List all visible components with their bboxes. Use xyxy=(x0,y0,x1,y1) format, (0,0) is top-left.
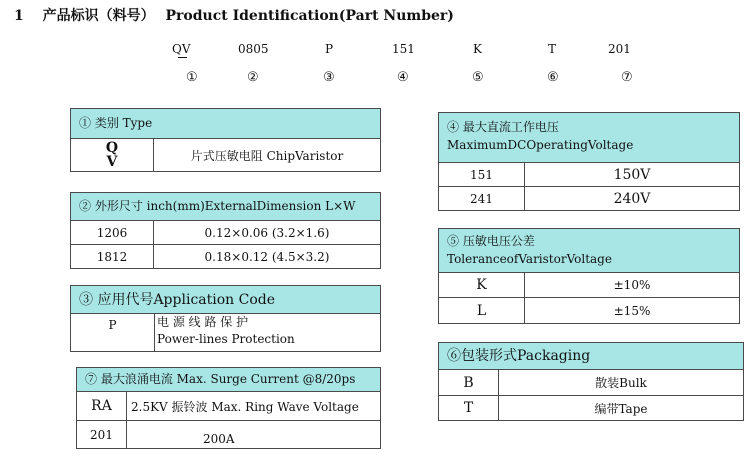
type-description: 片式压敏电阻 ChipVaristor xyxy=(190,148,344,163)
marker-4: ④ xyxy=(397,70,409,85)
voltage-header-en: MaximumDCOperatingVoltage xyxy=(447,138,634,152)
voltage-value: 240V xyxy=(613,190,651,207)
voltage-table-header xyxy=(439,113,739,163)
tolerance-table xyxy=(438,228,740,324)
application-description-cn: 电 源 线 路 保 护 xyxy=(157,315,249,329)
voltage-code: 241 xyxy=(439,187,525,210)
tolerance-code: L xyxy=(439,298,525,323)
code-underline xyxy=(178,57,187,58)
code-surge: 201 xyxy=(608,42,631,56)
dimension-code: 1812 xyxy=(71,245,154,268)
marker-1: ① xyxy=(186,70,198,85)
marker-2: ② xyxy=(247,70,259,85)
packaging-description: 编带Tape xyxy=(594,401,648,416)
surge-table-header: ⑦ 最大浪涌电流 Max. Surge Current @8/20ps xyxy=(77,368,380,392)
tolerance-value: ±10% xyxy=(613,278,651,292)
voltage-value: 150V xyxy=(613,166,651,183)
code-application: P xyxy=(325,42,334,56)
table-row xyxy=(439,187,739,210)
application-table xyxy=(70,285,381,352)
voltage-header-cn: ④ 最大直流工作电压 xyxy=(447,120,559,134)
title-english: Product Identification(Part Number) xyxy=(165,8,454,24)
code-size: 0805 xyxy=(238,42,269,56)
surge-code: 201 xyxy=(77,421,127,448)
section-number: 1 xyxy=(14,8,24,24)
code-packaging: T xyxy=(548,42,557,56)
voltage-code: 151 xyxy=(439,163,525,186)
surge-description: 2.5KV 振铃波 Max. Ring Wave Voltage xyxy=(131,399,359,414)
tolerance-header-cn: ⑤ 压敏电压公差 xyxy=(447,234,535,248)
marker-5: ⑤ xyxy=(472,70,484,85)
type-code: Q V xyxy=(71,139,154,171)
surge-description: 200A xyxy=(203,432,235,446)
table-row xyxy=(77,421,380,448)
surge-code: RA xyxy=(77,392,127,420)
application-code: P xyxy=(71,314,155,351)
table-row xyxy=(77,392,380,421)
dimension-value: 0.12×0.06 (3.2×1.6) xyxy=(204,225,330,240)
table-row xyxy=(71,221,380,245)
table-row xyxy=(439,396,743,420)
tolerance-value: ±15% xyxy=(613,303,651,318)
title-chinese: 产品标识（料号） xyxy=(42,8,155,24)
code-series: QV xyxy=(172,42,191,56)
voltage-table xyxy=(438,112,740,211)
tolerance-table-header xyxy=(439,229,739,273)
page-title xyxy=(14,5,454,25)
dimension-table-header: ② 外形尺寸 inch(mm)ExternalDimension L×W xyxy=(71,193,380,221)
dimension-value: 0.18×0.12 (4.5×3.2) xyxy=(204,249,330,264)
type-table-header: ① 类别 Type xyxy=(71,109,380,139)
marker-6: ⑥ xyxy=(547,70,559,85)
dimension-code: 1206 xyxy=(71,221,154,244)
application-description-en: Power-lines Protection xyxy=(157,332,295,346)
packaging-code: B xyxy=(439,370,499,395)
table-row xyxy=(439,298,739,323)
tolerance-header-en: ToleranceofVaristorVoltage xyxy=(447,252,612,266)
packaging-code: T xyxy=(439,396,499,420)
packaging-table xyxy=(438,342,744,421)
table-row xyxy=(71,245,380,268)
tolerance-code: K xyxy=(439,273,525,297)
surge-table xyxy=(76,367,381,449)
marker-7: ⑦ xyxy=(621,70,633,85)
code-voltage: 151 xyxy=(392,42,415,56)
dimension-table xyxy=(70,192,381,269)
type-table xyxy=(70,108,381,172)
application-table-header: ③ 应用代号Application Code xyxy=(71,286,380,314)
table-row xyxy=(439,273,739,298)
code-tolerance: K xyxy=(473,42,482,56)
packaging-description: 散装Bulk xyxy=(595,376,647,390)
packaging-table-header: ⑥包装形式Packaging xyxy=(439,343,743,370)
table-row xyxy=(439,370,743,396)
marker-3: ③ xyxy=(323,70,335,85)
table-row xyxy=(439,163,739,187)
